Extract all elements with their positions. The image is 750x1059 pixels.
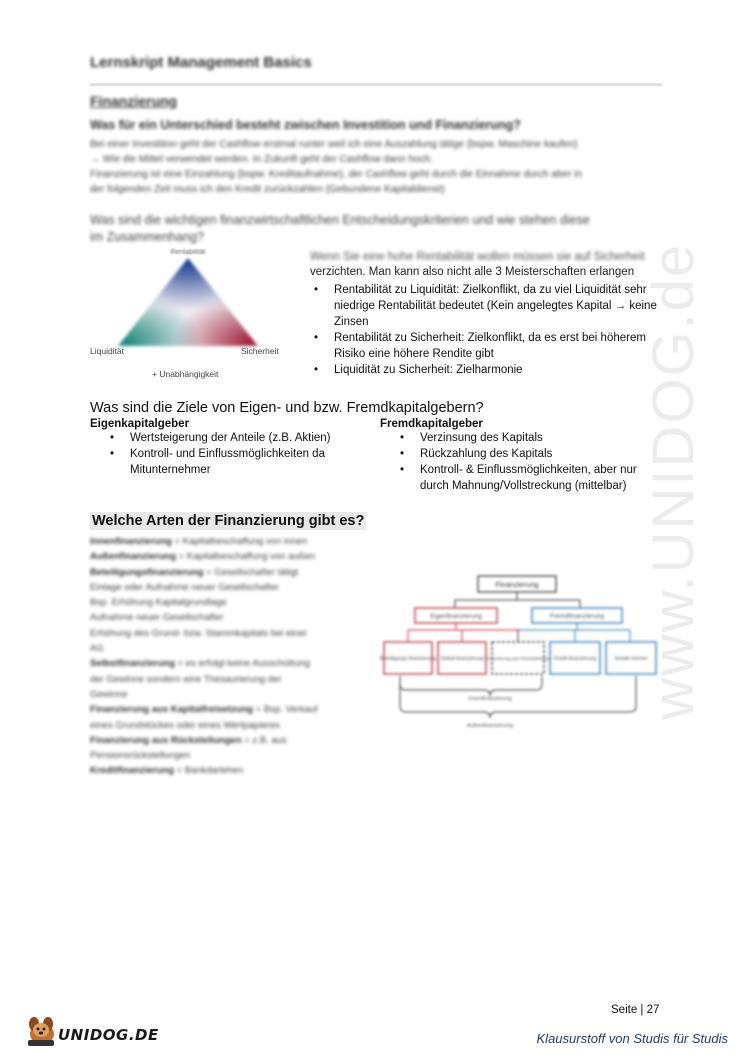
list-item: • Liquidität zu Sicherheit: Zielharmonie [310, 362, 660, 378]
finanzierungsart-text: = Kapitalbeschaffung von innen [171, 536, 308, 547]
finanzierungsart-term: Außenfinanzierung [90, 551, 177, 563]
finanzierungsart-text: = es erfolgt keine Ausschüttung [174, 658, 310, 670]
finanzierungsart-term: Finanzierung aus Kapitalfreisetzung [90, 704, 254, 716]
finanzierungsart-line [90, 549, 360, 564]
finanzierungsarten-list [90, 534, 360, 779]
answer-line: Bei einer Investition geht der Cashflow erstmal runter weil ich eine Auszahlung tätige (bspw. Maschine kaufen) [90, 139, 578, 150]
column-heading: Eigenkapitalgeber [90, 418, 190, 430]
finanzierungsart-text: Aufnahme neuer Gesellschafter [90, 612, 224, 624]
finanzierungsart-text: Bsp. Erhöhung Kapitalgrundlage [90, 597, 227, 609]
finanzierungsart-line [90, 595, 360, 610]
finanzierungsart-text: der Gewinne sondern eine Thesaurierung der [90, 673, 282, 685]
finanzierungsart-line [90, 687, 360, 702]
finanzierungsart-line [90, 565, 360, 580]
diagram-graphic [380, 572, 660, 732]
page-number: Seite | 27 [611, 1004, 660, 1016]
triangle-right-label: Sicherheit [241, 346, 279, 356]
diagram-inner-label: Innenfinanzierung [468, 696, 512, 702]
diagram-outer-label: Außenfinanzierung [466, 723, 514, 729]
question-finanzierungsarten: Welche Arten der Finanzierung gibt es? [92, 513, 365, 529]
list-item: • Kontroll- und Einflussmöglichkeiten da Mitunternehmer [106, 446, 360, 478]
diagram-leaf-label: Sonder-formen [614, 656, 648, 662]
footer-tagline: Klausurstoff von Studis für Studis [536, 1031, 728, 1046]
finanzierungsart-line [90, 748, 360, 763]
list-item: • Verzinsung des Kapitals [396, 430, 665, 446]
logo-text: UNIDOG.DE [58, 1026, 159, 1044]
finanzierungsart-text: = Gesellschafter tätigt [203, 566, 299, 578]
finanzierungsart-text: AG [90, 643, 104, 655]
finanzierungsart-term: Selbstfinanzierung [90, 658, 175, 670]
triangle-left-label: Liquidität [90, 346, 125, 356]
finanzierungsart-term: Innenfinanzierung [90, 536, 172, 547]
magic-triangle-figure [88, 246, 293, 384]
finanzierungsart-line [90, 718, 360, 733]
question-line: im Zusammenhang? [90, 230, 204, 244]
finanzierungsart-term: Finanzierung aus Rückstellungen [90, 734, 242, 746]
finanzierungsart-line [90, 763, 360, 778]
title-divider [90, 83, 662, 86]
finanzierungsart-line [90, 580, 360, 595]
finanzierungsart-term: Beteiligungsfinanzierung [90, 566, 204, 578]
finanzierung-diagram [380, 572, 660, 732]
watermark: www.UNIDOG.de [641, 242, 706, 720]
diagram-eigen-label: Eigenfinanzierung [429, 613, 483, 620]
section-heading: Finanzierung [90, 93, 178, 109]
question-line: Was sind die wichtigen finanzwirtschaftlichen Entscheidungskriterien und wie stehen diese [90, 213, 590, 227]
diagram-fremd-label: Fremdfinanzierung [549, 613, 605, 620]
list-item: • Rentabilität zu Sicherheit: Zielkonflikt, da es erst bei höherem Risiko eine höhere Rendite gibt [310, 330, 660, 362]
document-title: Lernskript Management Basics [90, 54, 312, 71]
criteria-intro-line: Wenn Sie eine hohe Rentabilität wollen müssen sie auf Sicherheit [310, 251, 645, 263]
finanzierungsart-line [90, 733, 360, 748]
finanzierungsart-line [90, 702, 360, 717]
fremdkapitalgeber-column [380, 418, 665, 494]
finanzierungsart-text: eines Grundstückes oder eines Wertpapieres [90, 719, 280, 731]
answer-line: Finanzierung ist eine Einzahlung (bspw. Kreditaufnahme), der Cashflow geht durch die Einnahme durch aber in [90, 169, 582, 180]
diagram-leaf-label: Kredit-finanzierung [554, 656, 596, 662]
answer-investition [90, 137, 665, 197]
triangle-bottom-label: + Unabhängigkeit [152, 369, 219, 379]
diagram-leaf-label: Beteiligungs-finanzierung [380, 656, 437, 662]
finanzierungsart-text: Gewinne [90, 688, 128, 700]
answer-line: der folgenden Zeit muss ich den Kredit zurückzahlen (Gebundene Kapitaldienst) [90, 184, 445, 195]
finanzierungsart-text: Erhöhung des Grund- bzw. Stammkapitals bei einer [90, 627, 308, 639]
question-kapitalgeber: Was sind die Ziele von Eigen- und bzw. Fremdkapitalgebern? [90, 400, 484, 416]
column-heading: Fremdkapitalgeber [380, 418, 483, 430]
list-item: • Kontroll- & Einflussmöglichkeiten, aber nur durch Mahnung/Vollstreckung (mittelbar) [396, 462, 665, 494]
list-item: • Wertsteigerung der Anteile (z.B. Aktien) [106, 430, 360, 446]
triangle-top-label: Rentabilität [170, 249, 206, 256]
finanzierungsart-line [90, 626, 360, 641]
question-investition: Was für ein Unterschied besteht zwischen Investition und Finanzierung? [90, 118, 521, 132]
diagram-leaf-label: Finanzierung aus Rückstellungen [484, 656, 552, 661]
list-item: • Rückzahlung des Kapitals [396, 446, 665, 462]
finanzierungsart-line [90, 534, 360, 549]
eigenkapitalgeber-column [90, 418, 360, 478]
question-kriterien [90, 212, 660, 246]
finanzierungsart-text: = z.B. aus [241, 734, 287, 746]
criteria-intro-line: verzichten. Man kann also nicht alle 3 Meisterschaften erlangen [310, 266, 635, 278]
triangle-graphic [88, 246, 293, 384]
finanzierungsart-text: Einlage oder Aufnahme neuer Gesellschafter [90, 581, 280, 593]
finanzierungsart-text: = Kapitalbeschaffung von außen [176, 551, 316, 563]
finanzierungsart-text: Pensionsrückstellungen [90, 750, 191, 762]
finanzierungsart-text: = Bsp. Verkauf [253, 704, 318, 716]
diagram-leaf-label: Selbst-finanzierung [440, 656, 484, 662]
finanzierungsart-text: = Bankdarlehen [173, 765, 244, 777]
criteria-list [310, 282, 660, 378]
list-item: • Rentabilität zu Liquidität: Zielkonflikt, da zu viel Liquidität sehr niedrige Rentabilität bedeutet (Kein angelegtes Kapital → keine Zinsen [310, 282, 660, 330]
criteria-explanation [310, 250, 660, 378]
finanzierungsart-line [90, 656, 360, 671]
finanzierungsart-term: Kreditfinanzierung [90, 765, 174, 777]
eigen-list [106, 430, 360, 478]
finanzierungsart-line [90, 641, 360, 656]
finanzierungsart-line [90, 672, 360, 687]
finanzierungsart-line [90, 610, 360, 625]
answer-line: → Wie die Mittel verwendet werden. In Zukunft geht der Cashflow dann hoch. [90, 154, 433, 165]
fremd-list [396, 430, 665, 494]
diagram-root-label: Finanzierung [495, 580, 539, 589]
